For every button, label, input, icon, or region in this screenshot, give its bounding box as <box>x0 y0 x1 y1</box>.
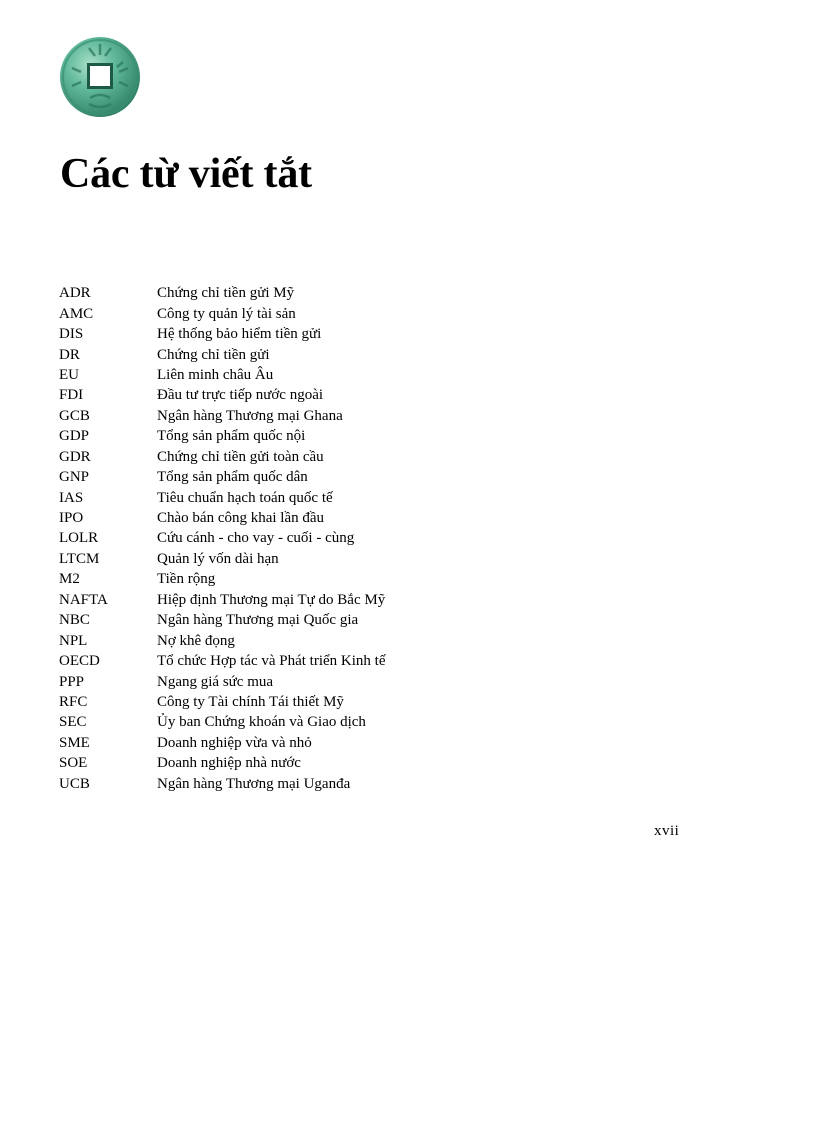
abbreviation-row <box>59 487 386 507</box>
abbreviation-code: GNP <box>59 469 90 486</box>
abbreviation-row <box>59 671 386 691</box>
abbreviation-description: Tiền rộng <box>157 571 216 588</box>
abbreviation-code: AMC <box>59 305 94 322</box>
abbreviation-code: NBC <box>59 612 90 629</box>
abbreviation-row <box>59 753 386 773</box>
abbreviation-description: Công ty quản lý tài sản <box>157 305 296 322</box>
abbreviation-row <box>59 283 386 303</box>
abbreviation-row <box>59 528 386 548</box>
abbreviation-description: Liên minh châu Âu <box>157 366 274 383</box>
abbreviation-code: LOLR <box>59 530 99 547</box>
abbreviation-code: M2 <box>59 571 80 588</box>
abbreviation-code: GDP <box>59 428 90 445</box>
abbreviation-row <box>59 733 386 753</box>
abbreviation-description: Đầu tư trực tiếp nước ngoài <box>157 387 324 404</box>
abbreviation-code: OECD <box>59 653 100 670</box>
abbreviation-row <box>59 426 386 446</box>
abbreviation-code: SEC <box>59 714 87 731</box>
abbreviation-list <box>59 283 386 794</box>
coin-graphic <box>59 36 141 118</box>
abbreviation-description: Doanh nghiệp nhà nước <box>157 755 301 772</box>
abbreviation-code: EU <box>59 366 79 383</box>
abbreviation-row <box>59 344 386 364</box>
abbreviation-description: Tiêu chuẩn hạch toán quốc tế <box>157 489 333 506</box>
abbreviation-row <box>59 385 386 405</box>
abbreviation-row <box>59 303 386 323</box>
ancient-coin-icon <box>59 36 141 118</box>
abbreviation-description: Chào bán công khai lần đầu <box>157 510 325 527</box>
abbreviation-code: UCB <box>59 775 90 792</box>
abbreviation-code: GDR <box>59 448 91 465</box>
abbreviation-row <box>59 651 386 671</box>
abbreviation-code: IPO <box>59 510 84 527</box>
abbreviation-description: Ủy ban Chứng khoán và Giao dịch <box>157 714 366 731</box>
abbreviation-row <box>59 692 386 712</box>
abbreviation-description: Chứng chỉ tiền gửi toàn cầu <box>157 448 324 465</box>
abbreviation-code: GCB <box>59 407 90 424</box>
abbreviation-description: Hiệp định Thương mại Tự do Bắc Mỹ <box>157 591 386 608</box>
abbreviation-description: Ngân hàng Thương mại Uganđa <box>157 775 351 792</box>
abbreviation-row <box>59 447 386 467</box>
abbreviation-description: Chứng chỉ tiền gửi Mỹ <box>157 285 295 302</box>
abbreviation-row <box>59 712 386 732</box>
abbreviation-code: FDI <box>59 387 84 404</box>
abbreviation-row <box>59 508 386 528</box>
abbreviation-code: IAS <box>59 489 84 506</box>
abbreviation-code: SOE <box>59 755 88 772</box>
abbreviation-row <box>59 549 386 569</box>
abbreviation-description: Công ty Tài chính Tái thiết Mỹ <box>157 693 344 710</box>
abbreviation-code: ADR <box>59 285 91 302</box>
abbreviation-description: Ngân hàng Thương mại Ghana <box>157 407 343 424</box>
abbreviation-description: Ngân hàng Thương mại Quốc gia <box>157 612 359 629</box>
abbreviation-row <box>59 630 386 650</box>
abbreviation-description: Cứu cánh - cho vay - cuối - cùng <box>157 530 355 547</box>
abbreviation-code: RFC <box>59 693 88 710</box>
page-number: xvii <box>654 823 680 839</box>
abbreviation-code: SME <box>59 734 90 751</box>
abbreviation-code: DR <box>59 346 80 363</box>
abbreviation-row <box>59 365 386 385</box>
abbreviation-description: Chứng chỉ tiền gửi <box>157 346 270 363</box>
page-title: Các từ viết tắt <box>60 151 312 197</box>
abbreviation-row <box>59 467 386 487</box>
abbreviation-code: NPL <box>59 632 88 649</box>
abbreviation-description: Tổng sản phẩm quốc dân <box>157 469 308 486</box>
abbreviation-description: Doanh nghiệp vừa và nhỏ <box>157 734 312 751</box>
abbreviation-row <box>59 569 386 589</box>
abbreviation-description: Quản lý vốn dài hạn <box>157 550 279 567</box>
abbreviation-description: Tổ chức Hợp tác và Phát triển Kinh tế <box>157 653 386 670</box>
abbreviation-row <box>59 610 386 630</box>
abbreviation-row <box>59 590 386 610</box>
abbreviation-description: Ngang giá sức mua <box>157 673 274 690</box>
abbreviation-code: LTCM <box>59 550 100 567</box>
abbreviation-row <box>59 406 386 426</box>
abbreviation-row <box>59 774 386 794</box>
abbreviation-code: NAFTA <box>59 591 108 608</box>
abbreviation-row <box>59 324 386 344</box>
abbreviation-description: Nợ khê đọng <box>157 632 235 649</box>
abbreviation-code: DIS <box>59 326 84 343</box>
abbreviation-description: Hệ thống bảo hiểm tiền gửi <box>157 326 322 343</box>
abbreviation-code: PPP <box>59 673 85 690</box>
abbreviation-description: Tổng sản phẩm quốc nội <box>157 428 306 445</box>
